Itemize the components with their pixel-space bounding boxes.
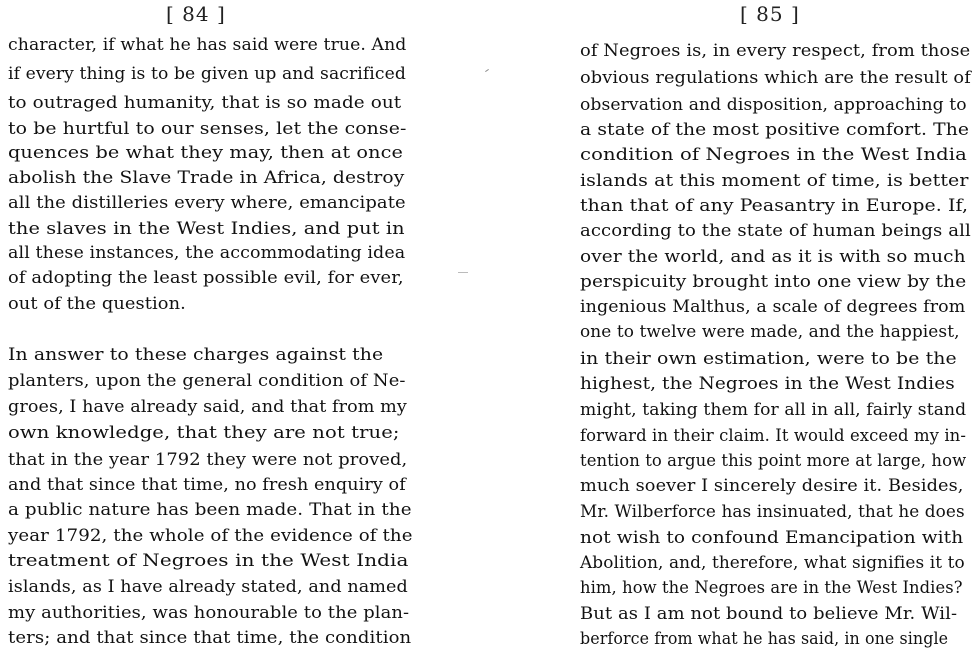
text-line: ingenious Malthus, a scale of degrees from (580, 297, 966, 317)
text-line: own knowledge, that they are not true; (8, 423, 400, 443)
text-line: to be hurtful to our senses, let the conse- (8, 119, 407, 139)
text-line: obvious regulations which are the result of (580, 68, 971, 88)
text-line: highest, the Negroes in the West Indies (580, 374, 955, 394)
ink-speck (458, 272, 468, 273)
text-line: Abolition, and, therefore, what signifies it to (580, 553, 965, 573)
text-line: out of the question. (8, 294, 186, 314)
text-line: than that of any Peasantry in Europe. If, (580, 196, 969, 216)
text-line: condition of Negroes in the West India (580, 145, 967, 165)
text-line: all the distilleries every where, emancipate (8, 193, 406, 213)
text-line: berforce from what he has said, in one single (580, 629, 949, 649)
text-line: and that since that time, no fresh enquiry of (8, 475, 406, 495)
text-line: might, taking them for all in all, fairly stand (580, 400, 967, 420)
text-line: groes, I have already said, and that from my (8, 397, 407, 417)
right-page (560, 0, 980, 663)
left-page (0, 0, 420, 663)
text-line: islands at this moment of time, is better (580, 171, 969, 191)
text-line: Mr. Wilberforce has insinuated, that he does (580, 502, 965, 522)
text-line: But as I am not bound to believe Mr. Wil- (580, 604, 958, 624)
text-line: islands, as I have already stated, and named (8, 577, 408, 597)
text-line: the slaves in the West Indies, and put in (8, 219, 405, 239)
text-line: if every thing is to be given up and sacrificed (8, 64, 406, 84)
text-line: tention to argue this point more at large, how (580, 451, 967, 471)
text-line: observation and disposition, approaching to (580, 95, 967, 115)
text-line: all these instances, the accommodating idea (8, 243, 406, 263)
text-line: a public nature has been made. That in the (8, 500, 412, 520)
text-line: him, how the Negroes are in the West Indies? (580, 578, 963, 598)
text-line: of Negroes is, in every respect, from those (580, 41, 971, 61)
text-line: of adopting the least possible evil, for ever, (8, 268, 404, 288)
text-line: in their own estimation, were to be the (580, 349, 957, 369)
text-line: forward in their claim. It would exceed my in- (580, 426, 966, 446)
text-line: treatment of Negroes in the West India (8, 551, 409, 571)
text-line: In answer to these charges against the (8, 345, 384, 365)
text-line: my authorities, was honourable to the plan- (8, 603, 410, 623)
text-line: according to the state of human beings all (580, 221, 971, 241)
text-line: that in the year 1792 they were not proved, (8, 450, 408, 470)
text-line: quences be what they may, then at once (8, 143, 403, 163)
text-line: a state of the most positive comfort. The (580, 120, 970, 140)
text-line: year 1792, the whole of the evidence of the (8, 526, 413, 546)
text-line: perspicuity brought into one view by the (580, 272, 967, 292)
text-line: character, if what he has said were true. And (8, 35, 407, 55)
ink-speck (485, 69, 489, 72)
text-line: to outraged humanity, that is so made out (8, 93, 402, 113)
text-line: not wish to confound Emancipation with (580, 528, 964, 548)
text-line: abolish the Slave Trade in Africa, destroy (8, 168, 405, 188)
text-line: ters; and that since that time, the condition (8, 628, 412, 648)
page-number: [ 85 ] (740, 2, 800, 26)
page-number: [ 84 ] (166, 2, 226, 26)
text-line: planters, upon the general condition of Ne- (8, 371, 406, 391)
text-line: one to twelve were made, and the happiest, (580, 322, 960, 342)
text-line: over the world, and as it is with so much (580, 247, 966, 267)
text-line: much soever I sincerely desire it. Besides, (580, 476, 964, 496)
